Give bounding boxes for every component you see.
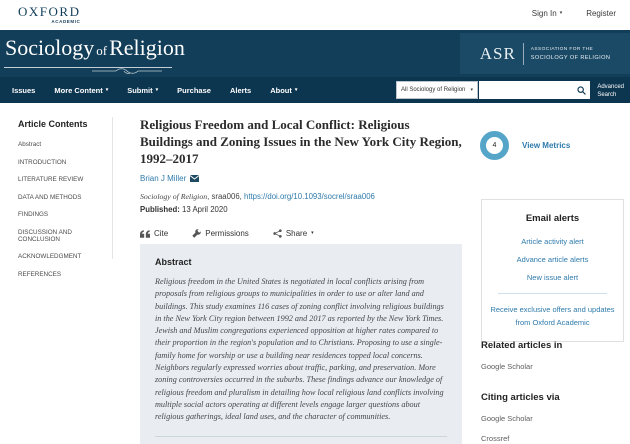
toc-item-acknowledgment[interactable]: ACKNOWLEDGMENT (18, 253, 82, 260)
share-icon (273, 229, 282, 238)
asr-name-line-2: SOCIOLOGY OF RELIGION (530, 54, 611, 61)
cite-label: Cite (154, 229, 169, 239)
citation-line (140, 192, 462, 201)
cite-button[interactable] (140, 229, 168, 238)
citing-google-scholar-link[interactable]: Google Scholar (481, 414, 533, 423)
journal-title-logo[interactable] (5, 35, 185, 61)
published-date: 13 April 2020 (182, 205, 228, 215)
permissions-label: Permissions (205, 229, 249, 239)
chevron-down-icon: ▾ (105, 86, 109, 93)
wrench-icon (192, 229, 201, 238)
citing-articles-section (481, 392, 560, 443)
toc-item-literature-review[interactable]: LITERATURE REVIEW (18, 176, 84, 183)
quote-icon (140, 230, 150, 238)
toc-item-findings[interactable]: FINDINGS (18, 211, 49, 218)
utility-bar (0, 0, 630, 30)
altmetric-badge[interactable] (480, 131, 509, 160)
advanced-line-2: Search (597, 92, 617, 99)
article-contents-sidebar (18, 119, 110, 288)
permissions-button[interactable] (192, 229, 249, 238)
citing-articles-heading: Citing articles via (481, 392, 560, 403)
citation-id: , sraa006, (207, 192, 244, 202)
search-button[interactable] (572, 81, 590, 99)
toc-item-discussion[interactable]: DISCUSSION AND CONCLUSION (18, 228, 72, 243)
share-label: Share (285, 229, 308, 239)
chevron-down-icon: ▾ (470, 86, 473, 93)
nav-item-alerts[interactable] (230, 86, 251, 95)
sign-in-button[interactable] (532, 9, 562, 18)
toc-heading: Article Contents (18, 119, 88, 129)
toc-item-data-and-methods[interactable]: DATA AND METHODS (18, 193, 82, 201)
chevron-down-icon: ▾ (311, 230, 314, 237)
altmetric-count: 4 (492, 142, 497, 149)
published-label: Published: (140, 205, 180, 215)
asr-divider (523, 43, 524, 65)
abstract-text: Religious freedom in the United States is negotiated in local conflicts arising from proposals from religious groups to municipalities in order to use or alter land and buildings. This study examines 116 cases of zoning conflict involving religious buildings in the New York City region between 1992 and 2017 as reported by the New York Times. Jewish and Muslim congregations experienced opposition at higher rates compared to their proportion in the region's population and to Christians. Proposing to use a single-family home for worship or use a building near residences topped local concerns. Neighbors regularly expressed worries about traffic, parking, and preservation. More zoning controversies occurred in the suburbs. These findings advance our knowledge of religious freedom and pluralism in detailing how local religious land conflicts involving multiple social actors operating at different levels engage larger questions about religious gatherings, ideal land uses, and the character of communities. (155, 277, 444, 422)
citation-journal: Sociology of Religion (140, 192, 208, 202)
asr-society-logo[interactable] (460, 33, 630, 74)
nav-label: About (270, 85, 292, 95)
journal-banner (0, 30, 630, 77)
author-link[interactable]: Brian J Miller (140, 174, 187, 184)
nav-label: Alerts (229, 85, 252, 95)
journal-word-2: of (96, 43, 108, 58)
related-articles-section (481, 340, 562, 371)
email-icon[interactable] (190, 175, 199, 182)
sign-in-label: Sign In (531, 9, 557, 18)
published-line (140, 205, 462, 214)
chevron-down-icon: ▾ (294, 86, 298, 93)
advance-article-alerts-link[interactable]: Advance article alerts (516, 255, 589, 264)
nav-item-about[interactable] (270, 86, 297, 95)
abstract-divider (155, 436, 447, 437)
email-alerts-heading: Email alerts (525, 213, 580, 224)
chevron-down-icon: ▾ (559, 10, 563, 16)
nav-item-submit[interactable] (127, 86, 158, 95)
flourish-icon (92, 68, 162, 76)
article-activity-alert-link[interactable]: Article activity alert (521, 237, 584, 246)
article-header (140, 116, 462, 238)
toc-item-introduction[interactable]: INTRODUCTION (18, 158, 67, 166)
new-issue-alert-link[interactable]: New issue alert (526, 273, 579, 282)
nav-label: Issues (12, 85, 36, 95)
toc-item-abstract[interactable]: Abstract (18, 141, 42, 148)
asr-name-line-1: ASSOCIATION FOR THE (530, 46, 594, 52)
metrics-widget (480, 131, 570, 160)
email-alerts-box (481, 199, 624, 342)
chevron-down-icon: ▾ (155, 86, 159, 93)
search-scope-value: All Sociology of Religion (401, 87, 466, 93)
oxford-academic-logo[interactable] (18, 4, 80, 24)
nav-label: More Content (54, 85, 103, 95)
view-metrics-link[interactable]: View Metrics (522, 141, 571, 150)
offers-link[interactable]: Receive exclusive offers and updates from Oxford Academic (490, 305, 615, 327)
citing-crossref-link[interactable]: Crossref (481, 434, 510, 443)
asr-abbr: ASR (479, 43, 516, 63)
alert-box-divider (498, 293, 607, 294)
logo-line-1: OXFORD (18, 4, 81, 19)
nav-item-purchase[interactable] (177, 86, 211, 95)
register-button[interactable] (586, 9, 616, 18)
toc-item-references[interactable]: REFERENCES (18, 270, 62, 278)
share-button[interactable] (273, 229, 314, 238)
journal-word-1: Sociology (5, 35, 95, 60)
main-nav (0, 77, 630, 103)
related-google-scholar-link[interactable]: Google Scholar (481, 362, 533, 371)
abstract-heading: Abstract (155, 257, 192, 267)
related-articles-heading: Related articles in (481, 340, 563, 351)
logo-line-2: ACADEMIC (51, 19, 81, 24)
advanced-search-link[interactable] (597, 83, 624, 99)
sidebar-divider (112, 117, 113, 259)
article-title: Religious Freedom and Local Conflict: Religious Buildings and Zoning Issues in the New York City Region, 1992–2017 (140, 117, 462, 167)
search-scope-select[interactable] (396, 81, 478, 99)
advanced-line-1: Advanced (597, 84, 624, 90)
register-label: Register (586, 9, 616, 18)
nav-item-issues[interactable] (12, 86, 35, 95)
search-icon (577, 86, 586, 95)
nav-label: Purchase (177, 85, 211, 95)
journal-word-3: Religion (109, 35, 185, 60)
search-input[interactable] (479, 81, 572, 99)
nav-label: Submit (127, 85, 153, 95)
doi-link[interactable]: https://doi.org/10.1093/socrel/sraa006 (243, 192, 375, 202)
nav-item-more-content[interactable] (54, 86, 108, 95)
abstract-panel (140, 244, 462, 444)
